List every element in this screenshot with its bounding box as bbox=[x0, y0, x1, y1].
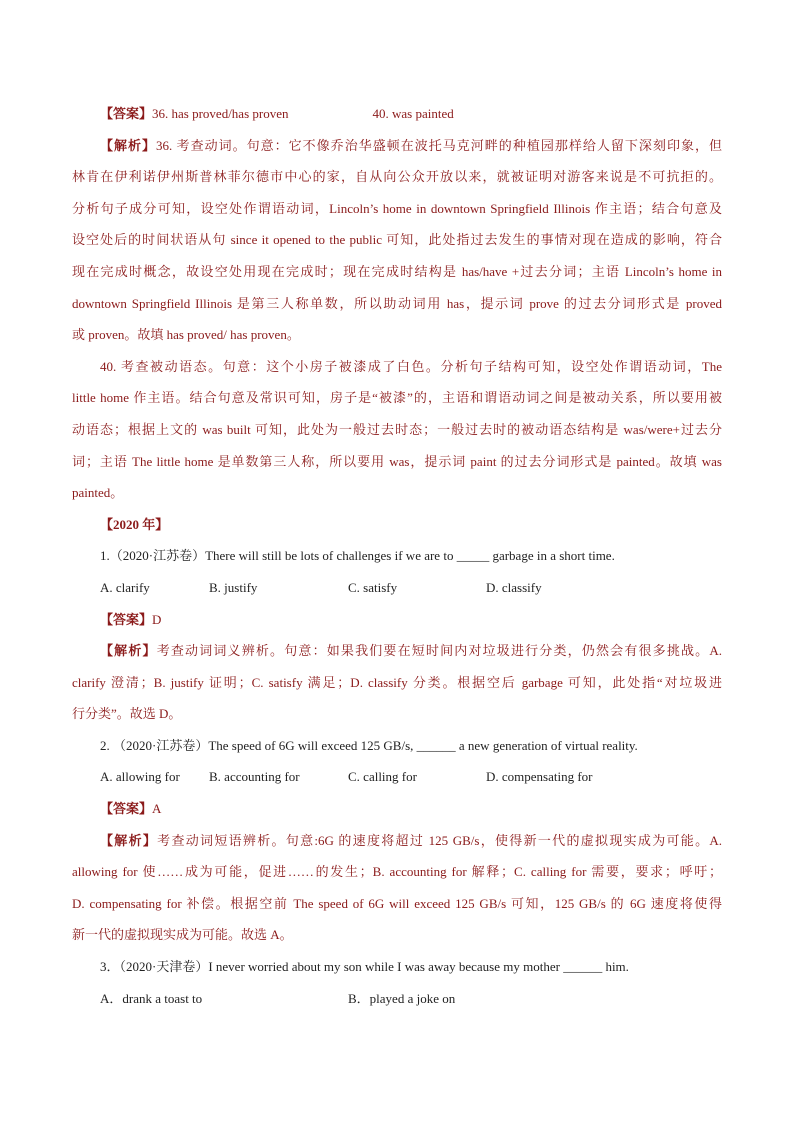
q1-option-d: D. classify bbox=[486, 579, 542, 595]
q2-answer-line bbox=[72, 793, 722, 825]
q2-options bbox=[72, 761, 722, 793]
answer-tag: 【答案】 bbox=[100, 106, 153, 121]
analysis-36-line-3: 分析句子成分可知，设空处作谓语动词，Lincoln’s home in downtown Springfield Illinois 作主语；结合句意及 bbox=[72, 200, 722, 216]
q1-analysis-line-1: 【解析】考查动词词义辨析。句意：如果我们要在短时间内对垃圾进行分类，仍然会有很多挑战。A. bbox=[100, 643, 722, 659]
answer-36: 36. has proved/has proven bbox=[152, 106, 289, 121]
analysis-40-line-5: painted。 bbox=[72, 485, 124, 501]
analysis-36-line-5: 现在完成时概念，故设空处用现在完成时；现在完成时结构是 has/have +过去分词；主语 Lincoln’s home in bbox=[72, 263, 722, 279]
q2-option-b: B. accounting for bbox=[209, 769, 300, 785]
year-heading: 【2020 年】 bbox=[100, 516, 169, 532]
analysis-36-line-4: 设空处后的时间状语从句 since it opened to the public 可知，此处指过去发生的事情对现在造成的影响，符合 bbox=[72, 232, 722, 248]
q3-option-a: A．drank a toast to bbox=[100, 990, 203, 1006]
analysis-40-line-1: 40. 考查被动语态。句意：这个小房子被漆成了白色。分析句子结构可知，设空处作谓语动词，The bbox=[100, 358, 722, 374]
q2-analysis-line-1: 【解析】考查动词短语辨析。句意:6G 的速度将超过 125 GB/s，使得新一代的虚拟现实成为可能。A. bbox=[100, 832, 722, 848]
q2-analysis-tag: 【解析】 bbox=[100, 832, 158, 848]
q1-answer-line bbox=[72, 604, 722, 636]
analysis-36-line-7: 或 proven。故填 has proved/ has proven。 bbox=[72, 327, 300, 343]
q1-analysis-line-2: clarify 澄清；B. justify 证明；C. satisfy 满足；D. classify 分类。根据空后 garbage 可知，此处指“对垃圾进 bbox=[72, 674, 722, 690]
q1-option-a: A. clarify bbox=[100, 579, 150, 595]
q1-stem: 1.（2020·江苏卷）There will still be lots of challenges if we are to _____ garbage in a short time. bbox=[100, 548, 615, 564]
q2-analysis-line-4: 新一代的虚拟现实成为可能。故选 A。 bbox=[72, 927, 293, 943]
answer-40: 40. was painted bbox=[372, 106, 454, 121]
q1-analysis-tag: 【解析】 bbox=[100, 643, 157, 659]
analysis-36-line-6: downtown Springfield Illinois 是第三人称单数，所以助动词用 has，提示词 prove 的过去分词形式是 proved bbox=[72, 295, 722, 311]
q2-option-a: A. allowing for bbox=[100, 769, 180, 785]
analysis-40-line-2: little home 作主语。结合句意及常识可知，房子是“被漆”的，主语和谓语动词之间是被动关系，所以要用被 bbox=[72, 390, 722, 406]
q3-option-b: B．played a joke on bbox=[348, 990, 456, 1006]
analysis-36-line-2: 林肯在伊利诺伊州斯普林菲尔德市中心的家，自从向公众开放以来，就被证明对游客来说是不可抗拒的。 bbox=[72, 169, 722, 185]
q2-answer: A bbox=[152, 801, 162, 817]
q1-answer: D bbox=[152, 611, 162, 627]
answer-line bbox=[72, 98, 722, 130]
q1-options bbox=[72, 572, 722, 604]
q2-analysis-line-2: allowing for 使……成为可能，促进……的发生；B. accounting for 解释；C. calling for 需要，要求；呼吁； bbox=[72, 864, 722, 880]
q2-stem: 2. （2020·江苏卷）The speed of 6G will exceed 125 GB/s, ______ a new generation of virtual reality. bbox=[100, 737, 638, 753]
q2-answer-tag: 【答案】 bbox=[100, 801, 153, 817]
q3-options bbox=[72, 983, 722, 1015]
q2-analysis-line-3: D. compensating for 补偿。根据空前 The speed of 6G will exceed 125 GB/s 可知，125 GB/s 的 6G 速度将使得 bbox=[72, 895, 722, 911]
q2-option-d: D. compensating for bbox=[486, 769, 593, 785]
analysis-tag: 【解析】 bbox=[100, 137, 157, 153]
q3-stem: 3．（2020·天津卷）I never worried about my son while I was away because my mother ______ him. bbox=[100, 959, 629, 975]
q1-option-c: C. satisfy bbox=[348, 579, 398, 595]
q2-option-c: C. calling for bbox=[348, 769, 417, 785]
page-content bbox=[72, 98, 722, 1014]
q1-option-b: B. justify bbox=[209, 579, 258, 595]
analysis-40-line-4: 词；主语 The little home 是单数第三人称，所以要用 was，提示词 paint 的过去分词形式是 painted。故填 was bbox=[72, 453, 722, 469]
q1-analysis-line-3: 行分类”。故选 D。 bbox=[72, 706, 182, 722]
analysis-36-line-1: 【解析】36. 考查动词。句意：它不像乔治华盛顿在波托马克河畔的种植园那样给人留下深刻印象，但 bbox=[100, 137, 722, 153]
analysis-40-line-3: 动语态；根据上文的 was built 可知，此处为一般过去时态；一般过去时的被动语态结构是 was/were+过去分 bbox=[72, 421, 722, 437]
q1-answer-tag: 【答案】 bbox=[100, 611, 153, 627]
